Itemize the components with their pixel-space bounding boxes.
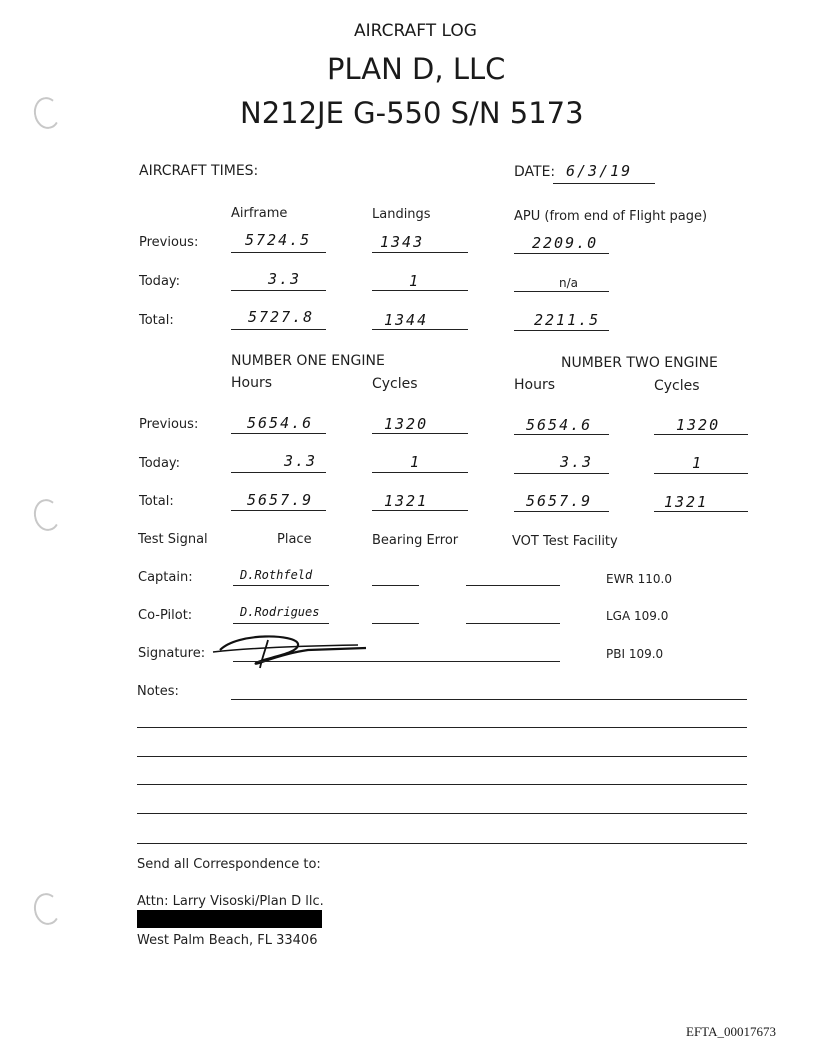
notes-line-5: [137, 813, 747, 814]
signature-label: Signature:: [138, 646, 206, 661]
attn-line: Attn: Larry Visoski/Plan D llc.: [137, 894, 324, 909]
e2-hours-today: 3.3: [560, 453, 594, 471]
city-line: West Palm Beach, FL 33406: [137, 933, 318, 948]
date-line: [553, 183, 655, 184]
captain-place-line: [233, 585, 329, 586]
punch-hole-top: [31, 95, 62, 131]
e2-cycles-previous: 1320: [676, 416, 721, 434]
facility-pbi: PBI 109.0: [606, 647, 664, 661]
redaction-bar: [137, 910, 322, 928]
e2-hours-previous-line: [514, 434, 609, 435]
company-name: PLAN D, LLC: [327, 52, 506, 86]
captain-bearing-line: [372, 585, 419, 586]
signature-line: [233, 661, 560, 662]
e1-cycles-previous-line: [372, 433, 468, 434]
e1-cycles-previous: 1320: [384, 415, 429, 433]
e1-cycles-total-line: [372, 510, 468, 511]
airframe-today-line: [231, 290, 326, 291]
airframe-total: 5727.8: [248, 308, 315, 326]
apu-previous-line: [514, 253, 609, 254]
log-title: AIRCRAFT LOG: [354, 21, 477, 41]
apu-total: 2211.5: [534, 311, 601, 329]
e2-hours-today-line: [514, 473, 609, 474]
landings-previous-line: [372, 252, 468, 253]
airframe-previous-line: [231, 252, 326, 253]
captain-vot-line: [466, 585, 560, 586]
apu-previous: 2209.0: [532, 234, 599, 252]
engine-row-today-label: Today:: [139, 456, 181, 471]
copilot-label: Co-Pilot:: [138, 608, 193, 623]
punch-hole-bottom: [31, 891, 62, 927]
e2-hours-previous: 5654.6: [526, 416, 593, 434]
document-id: EFTA_00017673: [686, 1024, 776, 1039]
e1-hours-previous-line: [231, 433, 326, 434]
punch-hole-middle: [31, 497, 62, 533]
col-test-signal: Test Signal: [138, 532, 208, 547]
row-previous-label: Previous:: [139, 235, 199, 250]
facility-ewr: EWR 110.0: [606, 572, 672, 586]
landings-previous: 1343: [380, 233, 425, 251]
e1-cycles-today-line: [372, 472, 468, 473]
e1-cycles-total: 1321: [384, 492, 429, 510]
col-bearing-error: Bearing Error: [372, 533, 459, 548]
e1-hours-previous: 5654.6: [247, 414, 314, 432]
landings-today: 1: [409, 272, 421, 290]
row-today-label: Today:: [139, 274, 181, 289]
engine-one-heading: NUMBER ONE ENGINE: [231, 353, 385, 369]
e2-cycles-today-line: [654, 473, 748, 474]
engine-two-hours-label: Hours: [514, 377, 556, 393]
col-landings: Landings: [372, 207, 431, 222]
engine-two-heading: NUMBER TWO ENGINE: [561, 355, 718, 371]
captain-name: D.Rothfeld: [240, 568, 313, 582]
col-place: Place: [277, 532, 312, 547]
apu-today: n/a: [559, 276, 579, 290]
notes-line-6: [137, 843, 747, 844]
landings-total: 1344: [384, 311, 429, 329]
date-value: 6/3/19: [566, 162, 633, 180]
landings-today-line: [372, 290, 468, 291]
e1-hours-total-line: [231, 510, 326, 511]
e1-cycles-today: 1: [410, 453, 422, 471]
date-label: DATE:: [514, 164, 556, 180]
col-airframe: Airframe: [231, 206, 288, 221]
airframe-today: 3.3: [268, 270, 302, 288]
e2-cycles-total: 1321: [664, 493, 709, 511]
airframe-total-line: [231, 329, 326, 330]
copilot-vot-line: [466, 623, 560, 624]
apu-total-line: [514, 330, 609, 331]
notes-line-1: [231, 699, 747, 700]
copilot-place-line: [233, 623, 329, 624]
engine-two-cycles-label: Cycles: [654, 378, 700, 394]
captain-label: Captain:: [138, 570, 193, 585]
correspondence-heading: Send all Correspondence to:: [137, 857, 321, 872]
copilot-bearing-line: [372, 623, 419, 624]
notes-line-2: [137, 727, 747, 728]
airframe-previous: 5724.5: [245, 231, 312, 249]
row-total-label: Total:: [139, 313, 174, 328]
col-apu: APU (from end of Flight page): [514, 209, 708, 224]
aircraft-times-label: AIRCRAFT TIMES:: [139, 163, 259, 179]
landings-total-line: [372, 329, 468, 330]
aircraft-identifier: N212JE G-550 S/N 5173: [240, 96, 584, 130]
e1-hours-today: 3.3: [284, 452, 318, 470]
e2-hours-total-line: [514, 511, 609, 512]
e1-hours-today-line: [231, 472, 326, 473]
e2-cycles-total-line: [654, 511, 748, 512]
notes-line-4: [137, 784, 747, 785]
engine-row-total-label: Total:: [139, 494, 174, 509]
signature-scribble: [208, 628, 373, 670]
e2-cycles-previous-line: [654, 434, 748, 435]
notes-line-3: [137, 756, 747, 757]
copilot-name: D.Rodrigues: [240, 605, 320, 619]
notes-label: Notes:: [137, 684, 179, 699]
facility-lga: LGA 109.0: [606, 609, 669, 623]
engine-one-cycles-label: Cycles: [372, 376, 418, 392]
e1-hours-total: 5657.9: [247, 491, 314, 509]
engine-row-previous-label: Previous:: [139, 417, 199, 432]
engine-one-hours-label: Hours: [231, 375, 273, 391]
col-vot-facility: VOT Test Facility: [512, 534, 618, 549]
apu-today-line: [514, 291, 609, 292]
e2-hours-total: 5657.9: [526, 492, 593, 510]
e2-cycles-today: 1: [692, 454, 704, 472]
